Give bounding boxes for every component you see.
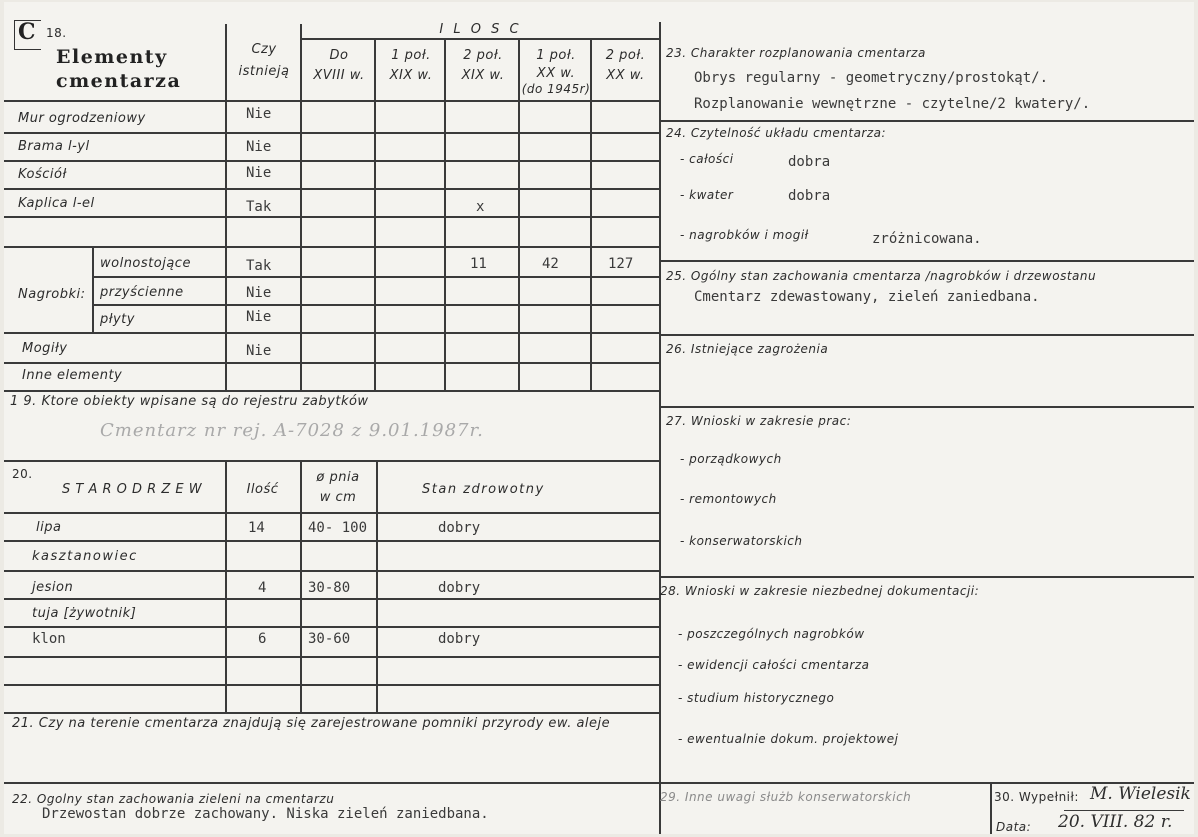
- grid-line: [300, 460, 302, 712]
- period-3-l1: 2 poł.: [463, 48, 503, 63]
- s30-date: 20. VIII. 82 r.: [1058, 812, 1173, 832]
- col-exists-line1: Czy: [251, 42, 277, 57]
- grid-line: [302, 38, 659, 40]
- grid-line: [4, 390, 659, 392]
- trees-col-name: S T A R O D R Z E W: [62, 482, 203, 497]
- grid-line: [4, 160, 659, 162]
- trees-col-diam-l1: ø pnia: [316, 470, 360, 485]
- s28-item4: - ewentualnie dokum. projektowej: [678, 732, 899, 746]
- grid-line: [4, 684, 659, 686]
- s20-number: 20.: [12, 467, 33, 481]
- period-5-l2: XX w.: [606, 68, 645, 83]
- grid-line: [659, 260, 1194, 262]
- grid-line: [659, 334, 1194, 336]
- grid-line: [4, 216, 659, 218]
- tree-count-klon: 6: [258, 631, 267, 647]
- s28-item3: - studium historycznego: [678, 691, 835, 705]
- grid-line: [4, 100, 659, 102]
- grid-line: [4, 512, 659, 514]
- title-line2: cmentarza: [56, 70, 182, 92]
- element-exists-chapel: Tak: [246, 199, 272, 215]
- s28-item2: - ewidencji całości cmentarza: [678, 658, 870, 672]
- s24-row2-value: dobra: [788, 188, 831, 204]
- s28-item1: - poszczególnych nagrobków: [678, 627, 865, 641]
- s29-label: 29. Inne uwagi służb konserwatorskich: [660, 790, 912, 804]
- element-label-freestanding: wolnostojące: [100, 256, 191, 271]
- tree-health-lipa: dobry: [438, 520, 481, 536]
- freestanding-qty-1pol-xx: 42: [542, 256, 559, 272]
- s30-label: 30. Wypełnił:: [994, 790, 1079, 804]
- grid-line: [4, 626, 659, 628]
- s30-date-label: Data:: [996, 820, 1032, 834]
- period-4-l2: XX w.: [536, 66, 576, 81]
- element-label-graves: Mogiły: [22, 341, 68, 356]
- element-exists-graves: Nie: [246, 343, 272, 359]
- s27-item1: - porządkowych: [680, 452, 782, 466]
- center-divider: [659, 22, 661, 834]
- s23-line2: Rozplanowanie wewnętrzne - czytelne/2 kwatery/.: [694, 96, 1091, 112]
- grid-line: [4, 246, 659, 248]
- period-1-l2: XVIII w.: [313, 68, 365, 83]
- tree-diam-lipa: 40- 100: [308, 520, 368, 536]
- element-label-church: Kościół: [18, 167, 67, 182]
- title-line1: Elementy: [56, 46, 168, 68]
- grid-line: [374, 38, 376, 390]
- grid-line: [4, 460, 659, 462]
- s19-value: Cmentarz nr rej. A-7028 z 9.01.1987r.: [100, 420, 484, 441]
- grid-line: [659, 576, 1194, 578]
- element-exists-gate: Nie: [246, 139, 272, 155]
- grid-line: [4, 540, 659, 542]
- s27-label: 27. Wnioski w zakresie prac:: [666, 414, 852, 428]
- grid-line: [4, 570, 659, 572]
- grid-line: [444, 38, 446, 390]
- grid-line: [590, 38, 592, 390]
- s19-label: 1 9. Ktore obiekty wpisane są do rejestru zabytków: [10, 394, 369, 409]
- grid-line: [4, 656, 659, 658]
- freestanding-qty-2pol-xix: 11: [470, 256, 487, 272]
- element-exists-slabs: Nie: [246, 309, 272, 325]
- grid-line: [4, 782, 659, 784]
- grid-line: [92, 246, 94, 332]
- element-exists-church: Nie: [246, 165, 272, 181]
- grid-line: [225, 460, 227, 712]
- tree-count-jesion: 4: [258, 580, 267, 596]
- freestanding-qty-2pol-xx: 127: [608, 256, 634, 272]
- element-exists-wall-mounted: Nie: [246, 285, 272, 301]
- quantity-header: I L O S C: [439, 22, 522, 37]
- grid-line: [4, 598, 659, 600]
- tree-name-jesion: jesion: [32, 580, 74, 595]
- tree-count-lipa: 14: [248, 520, 265, 536]
- s23-label: 23. Charakter rozplanowania cmentarza: [666, 46, 926, 60]
- period-5-l1: 2 poł.: [605, 48, 646, 63]
- trees-col-count: Ilość: [246, 482, 279, 497]
- s23-line1: Obrys regularny - geometryczny/prostokąt/.: [694, 70, 1049, 86]
- tree-diam-jesion: 30-80: [308, 580, 351, 596]
- tree-health-jesion: dobry: [438, 580, 481, 596]
- element-label-wall-mounted: przyścienne: [100, 285, 184, 300]
- grid-line: [990, 782, 992, 834]
- element-exists-freestanding: Tak: [246, 258, 272, 274]
- period-2-l1: 1 poł.: [391, 48, 431, 63]
- signature-line: [1064, 810, 1184, 811]
- s24-label: 24. Czytelność układu cmentarza:: [666, 126, 887, 140]
- record-card: [4, 2, 1194, 834]
- s25-label: 25. Ogólny stan zachowania cmentarza /nagrobków i drzewostanu: [666, 269, 1097, 283]
- grid-line: [4, 332, 659, 334]
- s30-name: M. Wielesik: [1090, 784, 1191, 804]
- element-label-other: Inne elementy: [22, 368, 123, 383]
- s24-row1-value: dobra: [788, 154, 831, 170]
- s22-value: Drzewostan dobrze zachowany. Niska zieleń zaniedbana.: [42, 806, 489, 822]
- element-label-wall: Mur ogrodzeniowy: [18, 111, 146, 126]
- s26-label: 26. Istniejące zagrożenia: [666, 342, 829, 356]
- period-3-l2: XIX w.: [461, 68, 505, 83]
- tree-diam-klon: 30-60: [308, 631, 351, 647]
- period-2-l2: XIX w.: [389, 68, 433, 83]
- grid-line: [4, 362, 659, 364]
- element-label-gate: Brama l-yl: [18, 139, 90, 154]
- grid-line: [94, 304, 659, 306]
- grid-line: [225, 24, 227, 390]
- col-exists-line2: istnieją: [238, 64, 290, 79]
- section-number: 18.: [46, 26, 67, 40]
- nagrobki-label: Nagrobki:: [18, 287, 86, 302]
- s24-row3-label: - nagrobków i mogił: [680, 228, 809, 242]
- grid-line: [659, 120, 1194, 122]
- element-exists-wall: Nie: [246, 106, 272, 122]
- chapel-qty-2pol-xix: x: [476, 199, 485, 215]
- grid-line: [376, 460, 378, 712]
- grid-line: [4, 132, 659, 134]
- s27-item2: - remontowych: [680, 492, 777, 506]
- tree-name-kasztanowiec: kasztanowiec: [32, 549, 138, 564]
- period-4-l1: 1 poł.: [536, 48, 576, 63]
- period-1-l1: Do: [329, 48, 349, 63]
- element-label-slabs: płyty: [100, 312, 135, 327]
- tree-name-klon: klon: [32, 631, 66, 647]
- s22-label: 22. Ogolny stan zachowania zieleni na cmentarzu: [12, 792, 335, 806]
- section-letter: C: [18, 19, 38, 45]
- grid-line: [4, 712, 659, 714]
- grid-line: [659, 406, 1194, 408]
- trees-col-health: Stan zdrowotny: [422, 482, 545, 497]
- s24-row2-label: - kwater: [680, 188, 734, 202]
- grid-line: [300, 24, 302, 390]
- s24-row1-label: - całości: [680, 152, 734, 166]
- period-4-l3: (do 1945r): [521, 82, 591, 96]
- tree-name-tuja: tuja [żywotnik]: [32, 606, 137, 621]
- s21-label: 21. Czy na terenie cmentarza znajdują się zarejestrowane pomniki przyrody ew. aleje: [12, 716, 611, 731]
- grid-line: [4, 188, 659, 190]
- tree-health-klon: dobry: [438, 631, 481, 647]
- s28-label: 28. Wnioski w zakresie niezbednej dokumentacji:: [660, 584, 980, 598]
- tree-name-lipa: lipa: [36, 520, 62, 535]
- grid-line: [518, 38, 520, 390]
- s24-row3-value: zróżnicowana.: [872, 231, 982, 247]
- element-label-chapel: Kaplica l-el: [18, 196, 95, 211]
- grid-line: [94, 276, 659, 278]
- trees-col-diam-l2: w cm: [319, 490, 357, 505]
- s27-item3: - konserwatorskich: [680, 534, 803, 548]
- s25-value: Cmentarz zdewastowany, zieleń zaniedbana.: [694, 289, 1040, 305]
